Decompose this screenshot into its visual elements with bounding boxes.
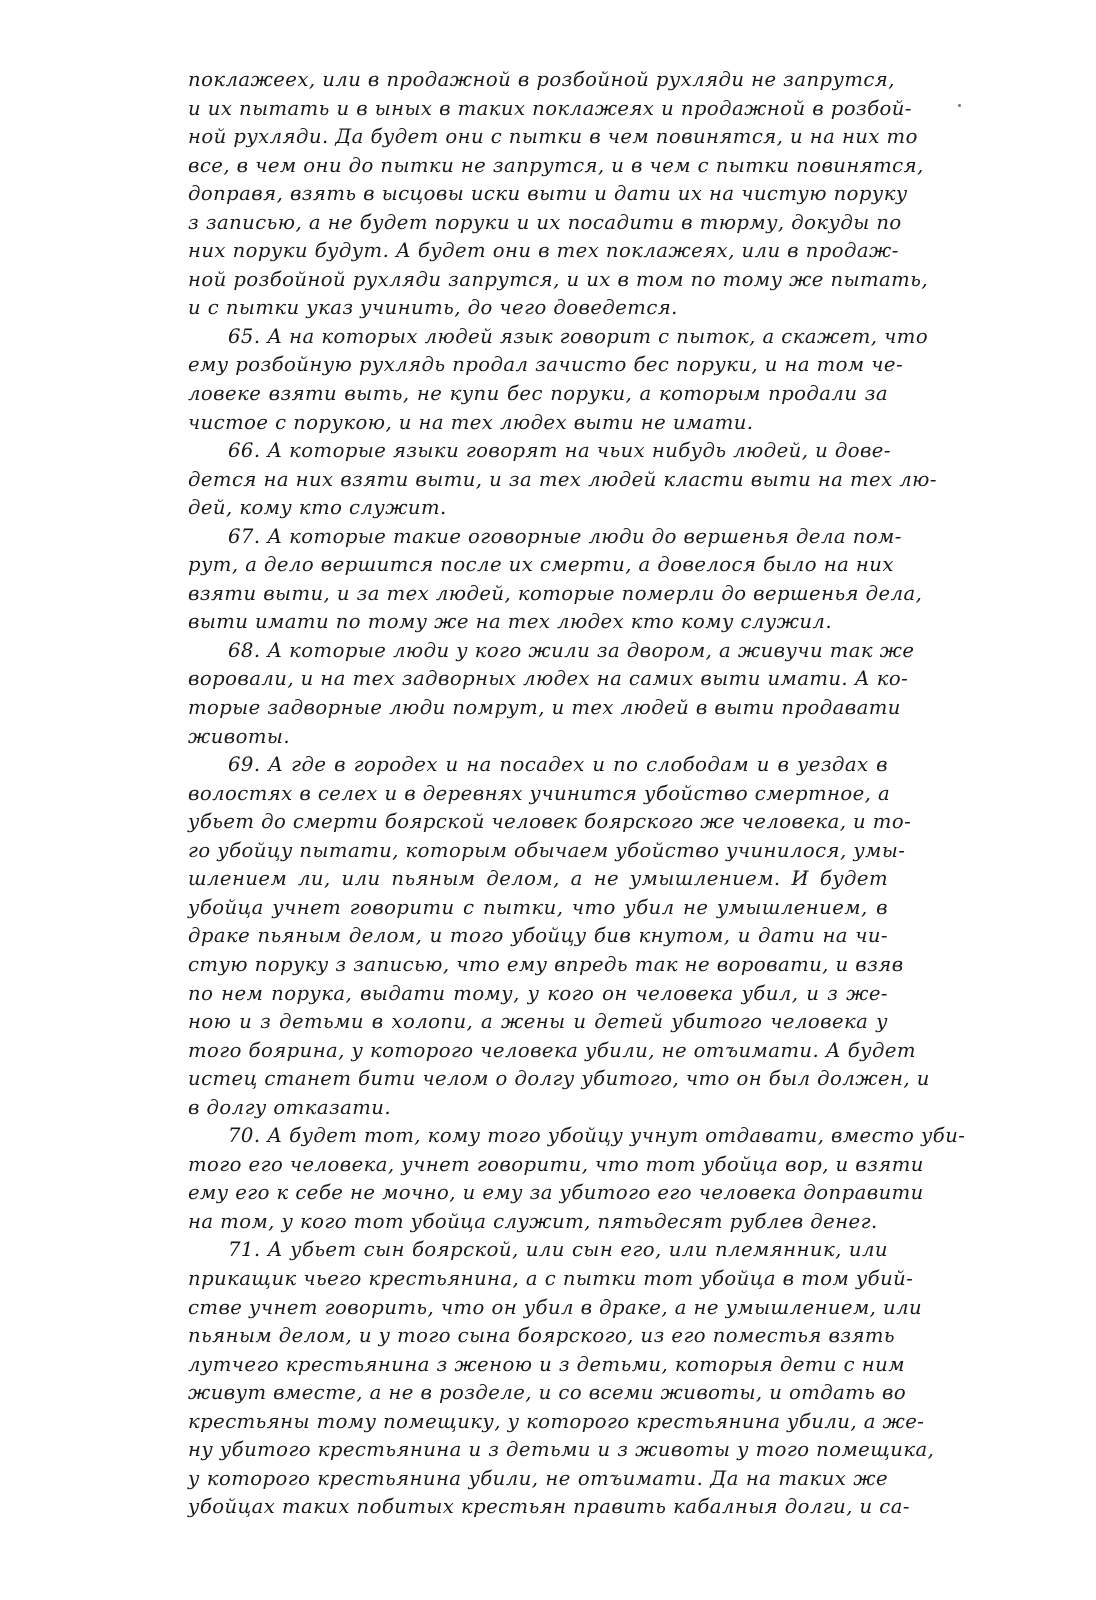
text-line: истец станет бити челом о долгу убитого, что он был должен, и <box>188 1067 930 1091</box>
text-line: го убойцу пытати, которым обычаем убойство учинилося, умы- <box>188 838 906 862</box>
text-line: 70. А будет тот, кому того убойцу учнут отдавати, вместо уби- <box>228 1124 966 1148</box>
text-line: драке пьяным делом, и того убойцу бив кнутом, и дати на чи- <box>188 924 888 948</box>
text-line: 65. А на которых людей язык говорит с пыток, а скажет, что <box>228 324 929 348</box>
text-line: торые задворные люди помрут, и тех людей в выти продавати <box>188 696 901 720</box>
text-line: убойцах таких побитых крестьян править кабалныя долги, и са- <box>188 1495 910 1519</box>
text-line: стую поруку з записью, что ему впредь так не воровати, и взяв <box>188 952 904 976</box>
text-line: пьяным делом, и у того сына боярского, из его поместья взять <box>188 1324 896 1348</box>
text-line: доправя, взять в ысцовы иски выти и дати их на чистую поруку <box>188 182 908 206</box>
text-line: на том, у кого тот убойца служит, пятьдесят рублев денег. <box>188 1209 878 1233</box>
text-line: крестьяны тому помещику, у которого крестьянина убили, а же- <box>188 1409 925 1433</box>
text-line: 67. А которые такие оговорные люди до вершенья дела пом- <box>228 524 902 548</box>
text-line: лутчего крестьянина з женою и з детьми, которыя дети с ним <box>188 1352 905 1376</box>
text-line: з записью, а не будет поруки и их посадити в тюрму, докуды по <box>188 210 902 234</box>
text-line: чистое с порукою, и на тех людех выти не имати. <box>188 410 754 434</box>
text-line: 71. А убьет сын боярской, или сын его, или племянник, или <box>228 1238 888 1262</box>
text-line: в долгу отказати. <box>188 1095 392 1119</box>
text-line: ною и з детьми в холопи, а жены и детей убитого человека у <box>188 1010 888 1034</box>
text-line: ловеке взяти выть, не купи бес поруки, а которым продали за <box>188 382 888 406</box>
text-line: них поруки будут. А будет они в тех поклажеях, или в продаж- <box>188 239 899 263</box>
text-line: дей, кому кто служит. <box>188 496 447 520</box>
text-line: животы. <box>188 724 291 748</box>
text-line: все, в чем они до пытки не запрутся, и в чем с пытки повинятся, <box>188 153 924 177</box>
text-line: и с пытки указ учинить, до чего доведется. <box>188 296 678 320</box>
page-text <box>188 66 966 1522</box>
text-line: 66. А которые языки говорят на чьих нибудь людей, и дове- <box>228 439 891 463</box>
text-line: шлением ли, или пьяным делом, а не умышлением. И будет <box>188 867 888 891</box>
text-line: того боярина, у которого человека убили, не отъимати. А будет <box>188 1038 916 1062</box>
text-line: у которого крестьянина убили, не отъимати. Да на таких же <box>188 1466 888 1490</box>
text-line: волостях в селех и в деревнях учинится убойство смертное, а <box>188 781 891 805</box>
text-line: дется на них взяти выти, и за тех людей класти выти на тех лю- <box>188 467 937 491</box>
scan-speck <box>958 104 961 107</box>
text-line: живут вместе, а не в розделе, и со всеми животы, и отдать во <box>188 1381 907 1405</box>
text-line: ему розбойную рухлядь продал зачисто бес поруки, и на том че- <box>188 353 904 377</box>
text-line: по нем порука, выдати тому, у кого он человека убил, и з же- <box>188 981 888 1005</box>
text-line: ну убитого крестьянина и з детьми и з животы у того помещика, <box>188 1438 935 1462</box>
text-line: и их пытать и в ыных в таких поклажеях и продажной в розбой- <box>188 96 912 120</box>
text-line: убьет до смерти боярской человек боярского же человека, и то- <box>188 810 912 834</box>
text-line: взяти выти, и за тех людей, которые померли до вершенья дела, <box>188 581 923 605</box>
text-line: выти имати по тому же на тех людех кто кому служил. <box>188 610 833 634</box>
text-line: рут, а дело вершится после их смерти, а довелося было на них <box>188 553 894 577</box>
text-line: прикащик чьего крестьянина, а с пытки тот убойца в том убий- <box>188 1266 914 1290</box>
text-line: ной розбойной рухляди запрутся, и их в том по тому же пытать, <box>188 267 929 291</box>
text-line: стве учнет говорить, что он убил в драке, а не умышлением, или <box>188 1295 923 1319</box>
text-line: убойца учнет говорити с пытки, что убил не умышлением, в <box>188 895 888 919</box>
text-line: ему его к себе не мочно, и ему за убитого его человека доправити <box>188 1181 924 1205</box>
text-line: того его человека, учнет говорити, что тот убойца вор, и взяти <box>188 1152 924 1176</box>
text-line: ной рухляди. Да будет они с пытки в чем повинятся, и на них то <box>188 125 918 149</box>
text-line: 68. А которые люди у кого жили за двором, а живучи так же <box>228 638 915 662</box>
text-line: 69. А где в городех и на посадех и по слободам и в уездах в <box>228 753 888 777</box>
text-line: поклажеех, или в продажной в розбойной рухляди не запрутся, <box>188 68 895 91</box>
text-line: воровали, и на тех задворных людех на самих выти имати. А ко- <box>188 667 909 691</box>
